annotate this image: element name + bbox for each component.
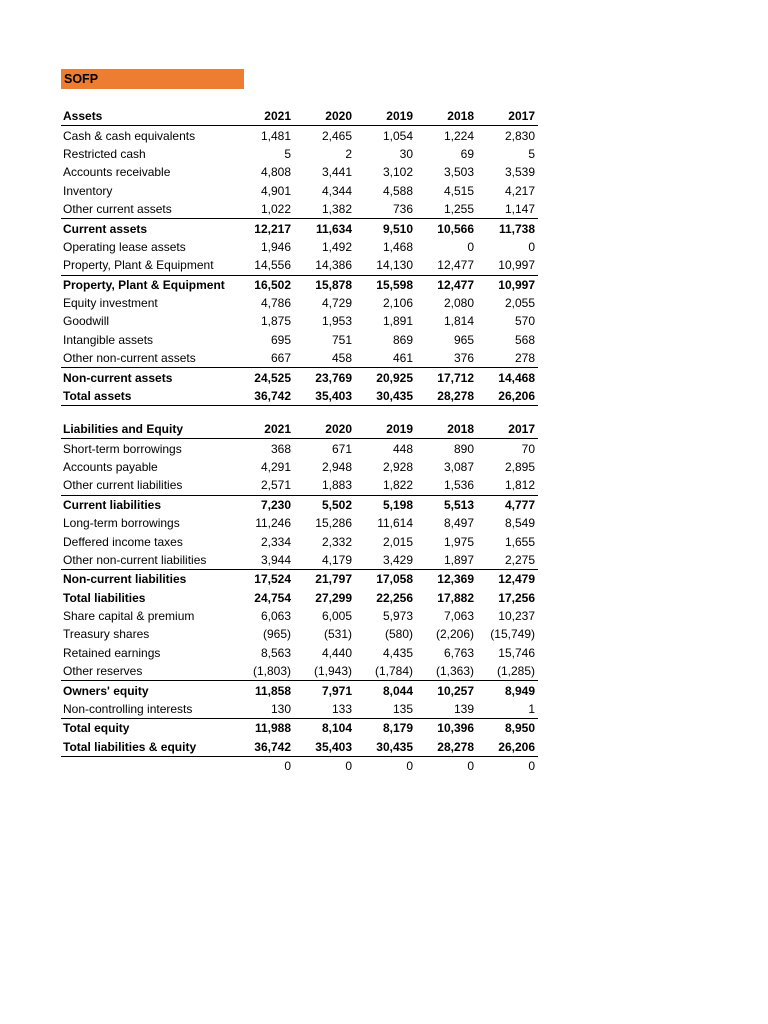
value-cell: 5,502: [294, 495, 355, 514]
row-label: Current assets: [61, 219, 233, 238]
value-cell: 2,080: [443, 296, 474, 311]
table-row: [61, 476, 538, 495]
liabilities-section-heading: Liabilities and Equity: [61, 420, 233, 439]
table-row: [61, 589, 538, 607]
value-cell: 7,230: [233, 495, 294, 514]
assets-section-heading: Assets: [61, 107, 233, 126]
value-cell: 1,875: [260, 314, 291, 329]
table-row: [61, 331, 538, 349]
row-label: Owners' equity: [61, 681, 233, 700]
table-row: [61, 625, 538, 643]
row-label: Total equity: [61, 719, 233, 738]
assets-year-header: 2021: [233, 107, 294, 126]
liabilities-year-header: 2017: [477, 420, 538, 439]
value-cell: 2,015: [382, 534, 413, 549]
liabilities-year-header: 2018: [416, 420, 477, 439]
value-cell: 7,971: [294, 681, 355, 700]
value-cell: 10,237: [498, 609, 535, 624]
value-cell: 28,278: [416, 738, 477, 757]
value-cell: 8,950: [477, 719, 538, 738]
value-cell: 5: [284, 146, 291, 161]
value-cell: 70: [521, 441, 535, 456]
value-cell: 278: [514, 351, 535, 366]
value-cell: 695: [270, 332, 291, 347]
value-cell: 26,206: [477, 738, 538, 757]
row-label: Intangible assets: [63, 332, 154, 347]
value-cell: 2,055: [504, 296, 535, 311]
value-cell: 2,465: [321, 128, 352, 143]
table-row: [61, 607, 538, 625]
value-cell: 11,988: [233, 719, 294, 738]
row-label: Other current assets: [63, 202, 172, 217]
value-cell: 14,468: [477, 368, 538, 387]
value-cell: 6,763: [443, 645, 474, 660]
value-cell: 10,997: [498, 258, 535, 273]
row-label: Operating lease assets: [63, 239, 186, 254]
table-row: [61, 312, 538, 330]
row-label: Non-current liabilities: [61, 570, 233, 589]
liabilities-year-header: 2019: [355, 420, 416, 439]
value-cell: (1,784): [374, 664, 413, 679]
table-row: [61, 719, 538, 738]
table-row: [61, 700, 538, 719]
table-row: [61, 570, 538, 589]
value-cell: 14,386: [315, 258, 352, 273]
table-row: [61, 145, 538, 163]
table-row: [61, 200, 538, 219]
value-cell: 139: [453, 702, 474, 717]
value-cell: 26,206: [477, 387, 538, 406]
value-cell: 1,975: [443, 534, 474, 549]
row-label: Equity investment: [63, 296, 158, 311]
value-cell: 2,332: [321, 534, 352, 549]
value-cell: 4,179: [321, 552, 352, 567]
value-cell: 12,477: [437, 258, 474, 273]
value-cell: 0: [467, 239, 474, 254]
value-cell: 2: [345, 146, 352, 161]
value-cell: 4,588: [382, 183, 413, 198]
value-cell: 69: [460, 146, 474, 161]
value-cell: 0: [406, 759, 413, 774]
row-label: Deffered income taxes: [63, 534, 183, 549]
liabilities-header-row: [61, 420, 538, 439]
value-cell: 35,403: [294, 387, 355, 406]
value-cell: 8,104: [294, 719, 355, 738]
value-cell: 4,729: [321, 296, 352, 311]
value-cell: 3,102: [382, 165, 413, 180]
value-cell: 1,891: [382, 314, 413, 329]
value-cell: 7,063: [443, 609, 474, 624]
row-label: Current liabilities: [61, 495, 233, 514]
value-cell: 461: [392, 351, 413, 366]
value-cell: 751: [331, 332, 352, 347]
value-cell: 1,812: [504, 478, 535, 493]
value-cell: 30,435: [355, 387, 416, 406]
table-row: [61, 551, 538, 570]
value-cell: 28,278: [416, 387, 477, 406]
value-cell: 2,895: [504, 459, 535, 474]
value-cell: 6,063: [260, 609, 291, 624]
value-cell: (1,285): [496, 664, 535, 679]
value-cell: 458: [331, 351, 352, 366]
value-cell: 568: [514, 332, 535, 347]
value-cell: 2,830: [504, 128, 535, 143]
sheet-title: SOFP: [61, 69, 244, 89]
table-row: [61, 126, 538, 145]
value-cell: 1,492: [321, 239, 352, 254]
value-cell: 27,299: [315, 590, 352, 605]
row-label: Cash & cash equivalents: [63, 128, 196, 143]
value-cell: 12,479: [477, 570, 538, 589]
row-label: Other non-current liabilities: [63, 552, 207, 567]
value-cell: 16,502: [233, 275, 294, 294]
value-cell: 17,058: [355, 570, 416, 589]
value-cell: 3,944: [260, 552, 291, 567]
value-cell: 0: [528, 239, 535, 254]
value-cell: 5,513: [416, 495, 477, 514]
table-row: [61, 738, 538, 757]
value-cell: 5,198: [355, 495, 416, 514]
value-cell: (2,206): [435, 627, 474, 642]
value-cell: 15,286: [315, 516, 352, 531]
value-cell: 20,925: [355, 368, 416, 387]
table-row: [61, 662, 538, 681]
table-row: [61, 681, 538, 700]
value-cell: 2,948: [321, 459, 352, 474]
table-row: [61, 163, 538, 181]
value-cell: 3,441: [321, 165, 352, 180]
value-cell: 1,481: [260, 128, 291, 143]
value-cell: 869: [392, 332, 413, 347]
row-label: Total liabilities: [63, 590, 146, 605]
value-cell: 671: [331, 441, 352, 456]
table-row: [61, 182, 538, 200]
value-cell: 11,634: [294, 219, 355, 238]
value-cell: 8,179: [355, 719, 416, 738]
value-cell: (1,943): [313, 664, 352, 679]
assets-year-header: 2020: [294, 107, 355, 126]
row-label: [61, 757, 233, 776]
value-cell: 890: [453, 441, 474, 456]
value-cell: 135: [392, 702, 413, 717]
value-cell: 1,382: [321, 202, 352, 217]
table-row: [61, 294, 538, 312]
value-cell: 0: [467, 759, 474, 774]
row-label: Total liabilities & equity: [61, 738, 233, 757]
value-cell: 376: [453, 351, 474, 366]
row-label: Property, Plant & Equipment: [61, 275, 233, 294]
value-cell: 10,257: [416, 681, 477, 700]
value-cell: 8,549: [504, 516, 535, 531]
value-cell: 4,344: [321, 183, 352, 198]
value-cell: 8,497: [443, 516, 474, 531]
value-cell: 4,786: [260, 296, 291, 311]
value-cell: 2,928: [382, 459, 413, 474]
row-label: Total assets: [61, 387, 233, 406]
value-cell: 1,814: [443, 314, 474, 329]
row-label: Accounts receivable: [63, 165, 171, 180]
row-label: Non-current assets: [61, 368, 233, 387]
value-cell: 23,769: [294, 368, 355, 387]
row-label: Non-controlling interests: [63, 702, 193, 717]
row-label: Goodwill: [63, 314, 110, 329]
table-row: [61, 256, 538, 275]
value-cell: 8,044: [355, 681, 416, 700]
value-cell: 22,256: [376, 590, 413, 605]
value-cell: 24,525: [233, 368, 294, 387]
value-cell: 1,147: [504, 202, 535, 217]
table-row: [61, 458, 538, 476]
value-cell: 1: [528, 702, 535, 717]
value-cell: 36,742: [233, 387, 294, 406]
assets-header-row: [61, 107, 538, 126]
value-cell: 3,503: [443, 165, 474, 180]
value-cell: 21,797: [294, 570, 355, 589]
value-cell: 9,510: [355, 219, 416, 238]
value-cell: 10,566: [416, 219, 477, 238]
value-cell: 4,515: [443, 183, 474, 198]
value-cell: 4,440: [321, 645, 352, 660]
value-cell: 11,738: [477, 219, 538, 238]
value-cell: 0: [528, 759, 535, 774]
value-cell: 1,883: [321, 478, 352, 493]
row-label: Other non-current assets: [63, 351, 196, 366]
value-cell: 667: [270, 351, 291, 366]
value-cell: 368: [270, 441, 291, 456]
value-cell: 8,949: [477, 681, 538, 700]
value-cell: 14,130: [376, 258, 413, 273]
assets-table: [61, 107, 538, 406]
value-cell: 0: [284, 759, 291, 774]
value-cell: 17,712: [416, 368, 477, 387]
value-cell: 17,524: [233, 570, 294, 589]
assets-year-header: 2017: [477, 107, 538, 126]
value-cell: (965): [262, 627, 291, 642]
value-cell: (531): [323, 627, 352, 642]
value-cell: 36,742: [233, 738, 294, 757]
value-cell: 1,224: [443, 128, 474, 143]
value-cell: 12,217: [233, 219, 294, 238]
value-cell: 10,997: [477, 275, 538, 294]
value-cell: 570: [514, 314, 535, 329]
row-label: Retained earnings: [63, 645, 161, 660]
liabilities-year-header: 2020: [294, 420, 355, 439]
value-cell: 11,246: [255, 516, 291, 531]
value-cell: 24,754: [254, 590, 291, 605]
value-cell: 1,468: [382, 239, 413, 254]
value-cell: 4,217: [504, 183, 535, 198]
table-row: [61, 368, 538, 387]
value-cell: 2,334: [260, 534, 291, 549]
value-cell: 11,858: [233, 681, 294, 700]
value-cell: 2,106: [382, 296, 413, 311]
value-cell: 15,598: [355, 275, 416, 294]
row-label: Restricted cash: [63, 146, 146, 161]
value-cell: 10,396: [416, 719, 477, 738]
value-cell: 5: [528, 146, 535, 161]
table-row: [61, 439, 538, 458]
assets-year-header: 2019: [355, 107, 416, 126]
value-cell: 30,435: [355, 738, 416, 757]
value-cell: 1,022: [260, 202, 291, 217]
value-cell: (580): [384, 627, 413, 642]
row-label: Share capital & premium: [63, 609, 195, 624]
table-row: [61, 349, 538, 368]
value-cell: 448: [392, 441, 413, 456]
value-cell: 1,255: [443, 202, 474, 217]
table-row: [61, 275, 538, 294]
value-cell: 15,746: [498, 645, 535, 660]
value-cell: 2,275: [504, 552, 535, 567]
value-cell: 12,477: [416, 275, 477, 294]
value-cell: 4,435: [382, 645, 413, 660]
value-cell: 12,369: [416, 570, 477, 589]
value-cell: 15,878: [294, 275, 355, 294]
liabilities-equity-table: [61, 420, 538, 775]
table-row: [61, 219, 538, 238]
value-cell: 17,882: [437, 590, 474, 605]
value-cell: 736: [392, 202, 413, 217]
table-row: [61, 238, 538, 256]
table-row: [61, 644, 538, 662]
row-label: Accounts payable: [63, 459, 158, 474]
value-cell: 6,005: [321, 609, 352, 624]
row-label: Treasury shares: [63, 627, 150, 642]
value-cell: (1,803): [252, 664, 291, 679]
value-cell: 1,536: [443, 478, 474, 493]
value-cell: 1,822: [382, 478, 413, 493]
table-row: [61, 495, 538, 514]
table-row: [61, 387, 538, 406]
value-cell: 1,897: [443, 552, 474, 567]
value-cell: 2,571: [260, 478, 291, 493]
value-cell: 11,614: [377, 516, 413, 531]
value-cell: (15,749): [490, 627, 535, 642]
row-label: Other current liabilities: [63, 478, 183, 493]
row-label: Long-term borrowings: [63, 516, 180, 531]
value-cell: 17,256: [498, 590, 535, 605]
value-cell: 8,563: [260, 645, 291, 660]
table-row: [61, 532, 538, 550]
value-cell: 1,953: [321, 314, 352, 329]
value-cell: 3,539: [504, 165, 535, 180]
value-cell: 4,901: [260, 183, 291, 198]
row-label: Short-term borrowings: [63, 441, 182, 456]
value-cell: 3,429: [382, 552, 413, 567]
value-cell: 1,946: [260, 239, 291, 254]
value-cell: 0: [345, 759, 352, 774]
value-cell: 5,973: [382, 609, 413, 624]
liabilities-year-header: 2021: [233, 420, 294, 439]
value-cell: 1,655: [504, 534, 535, 549]
value-cell: 1,054: [382, 128, 413, 143]
table-row: [61, 757, 538, 776]
value-cell: 4,777: [477, 495, 538, 514]
value-cell: 35,403: [294, 738, 355, 757]
value-cell: 4,808: [260, 165, 291, 180]
table-row: [61, 514, 538, 532]
value-cell: 965: [453, 332, 474, 347]
value-cell: (1,363): [435, 664, 474, 679]
assets-year-header: 2018: [416, 107, 477, 126]
row-label: Inventory: [63, 183, 113, 198]
value-cell: 130: [270, 702, 291, 717]
value-cell: 3,087: [443, 459, 474, 474]
value-cell: 14,556: [254, 258, 291, 273]
row-label: Property, Plant & Equipment: [63, 258, 214, 273]
value-cell: 30: [399, 146, 413, 161]
value-cell: 4,291: [260, 459, 291, 474]
value-cell: 133: [331, 702, 352, 717]
row-label: Other reserves: [63, 664, 143, 679]
